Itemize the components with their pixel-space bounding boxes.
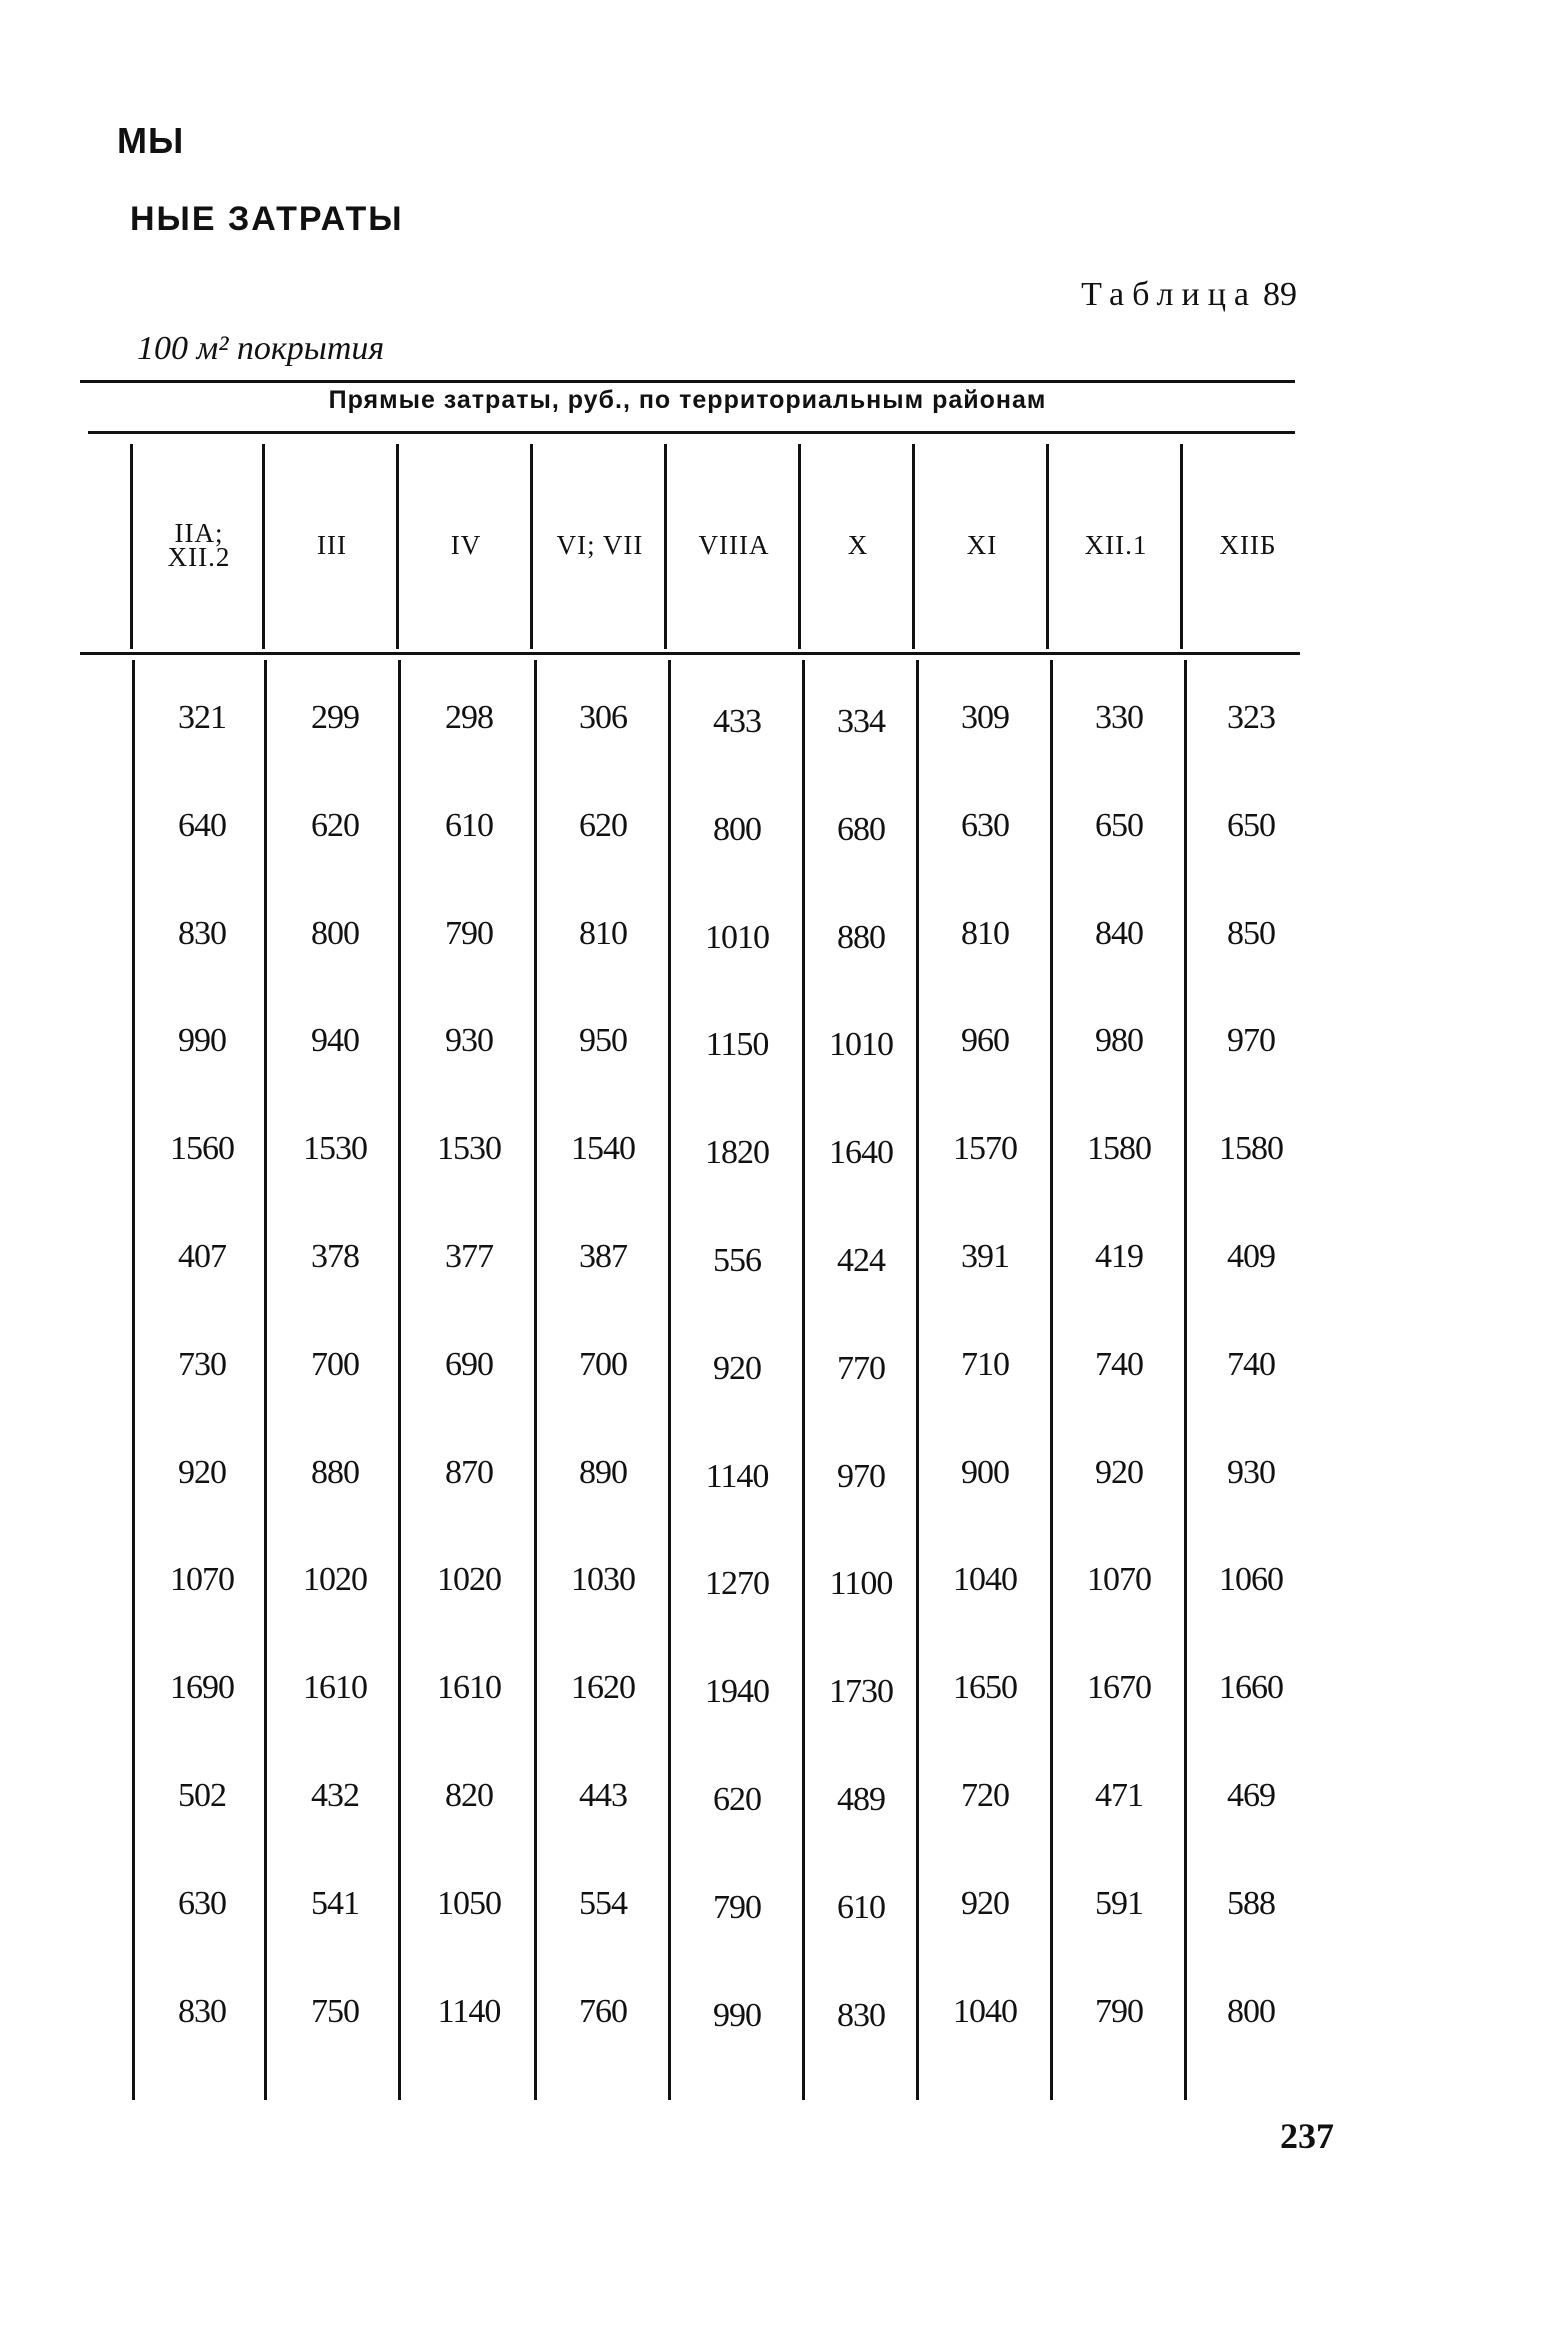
table-cell: 299 (311, 699, 359, 736)
column-header: IV (450, 530, 482, 560)
table-cell: 930 (1227, 1454, 1275, 1491)
table-cell: 1010 (829, 1026, 893, 1063)
table-cell: 1540 (571, 1130, 635, 1167)
table-cell: 471 (1095, 1777, 1143, 1814)
table-cell: 1530 (303, 1130, 367, 1167)
table-cell: 1940 (705, 1673, 769, 1710)
column-header: XII.1 (1084, 530, 1148, 560)
table-cell: 790 (1095, 1993, 1143, 2030)
table-cell: 970 (837, 1458, 885, 1495)
table-cell: 588 (1227, 1885, 1275, 1922)
table-cell: 930 (445, 1022, 493, 1059)
table-cell: 1040 (953, 1993, 1017, 2030)
table-cell: 950 (579, 1022, 627, 1059)
table-cell: 650 (1095, 807, 1143, 844)
table-cell: 298 (445, 699, 493, 736)
caption-rule (88, 431, 1295, 434)
table-cell: 630 (961, 807, 1009, 844)
table-cell: 424 (837, 1242, 885, 1279)
table-cell: 920 (1095, 1454, 1143, 1491)
table-cell: 730 (178, 1346, 226, 1383)
table-cell: 610 (445, 807, 493, 844)
table-cell: 760 (579, 1993, 627, 2030)
table-cell: 419 (1095, 1238, 1143, 1275)
table-cell: 1020 (437, 1561, 501, 1598)
table-cell: 1140 (437, 1993, 501, 2030)
table-cell: 1040 (953, 1561, 1017, 1598)
body-column-divider (132, 660, 135, 2100)
table-cell: 650 (1227, 807, 1275, 844)
table-cell: 1270 (705, 1565, 769, 1602)
top-rule (80, 380, 1295, 383)
table-cell: 556 (713, 1242, 761, 1279)
table-cell: 1650 (953, 1669, 1017, 1706)
table-cell: 391 (961, 1238, 1009, 1275)
table-cell: 334 (837, 703, 885, 740)
table-cell: 1660 (1219, 1669, 1283, 1706)
table-cell: 810 (579, 915, 627, 952)
table-cell: 880 (837, 919, 885, 956)
table-cell: 1610 (437, 1669, 501, 1706)
table-cell: 323 (1227, 699, 1275, 736)
table-cell: 1140 (705, 1458, 769, 1495)
table-cell: 591 (1095, 1885, 1143, 1922)
table-cell: 469 (1227, 1777, 1275, 1814)
page-number: 237 (1280, 2116, 1334, 2156)
table-cell: 409 (1227, 1238, 1275, 1275)
table-cell: 1580 (1219, 1130, 1283, 1167)
table-cell: 387 (579, 1238, 627, 1275)
table-cell: 1570 (953, 1130, 1017, 1167)
table-cell: 830 (178, 1993, 226, 2030)
table-cell: 700 (311, 1346, 359, 1383)
table-cell: 810 (961, 915, 1009, 952)
column-header: X (847, 530, 869, 560)
table-cell: 377 (445, 1238, 493, 1275)
table-cell: 990 (713, 1997, 761, 2034)
table-cell: 443 (579, 1777, 627, 1814)
table-cell: 620 (311, 807, 359, 844)
column-header: XI (966, 530, 998, 560)
table-cell: 800 (1227, 1993, 1275, 2030)
table-cell: 830 (178, 915, 226, 952)
table-cell: 990 (178, 1022, 226, 1059)
table-cell: 820 (445, 1777, 493, 1814)
table-cell: 1020 (303, 1561, 367, 1598)
table-cell: 790 (713, 1889, 761, 1926)
table-cell: 1620 (571, 1669, 635, 1706)
unit-of-measure: 100 м² покрытия (137, 330, 385, 367)
table-cell: 1010 (705, 919, 769, 956)
table-cell: 1730 (829, 1673, 893, 1710)
table-cell: 1820 (705, 1134, 769, 1171)
table-cell: 920 (178, 1454, 226, 1491)
table-cell: 541 (311, 1885, 359, 1922)
table-cell: 309 (961, 699, 1009, 736)
table-cell: 740 (1227, 1346, 1275, 1383)
table-cell: 720 (961, 1777, 1009, 1814)
table-cell: 740 (1095, 1346, 1143, 1383)
table-cell: 1030 (571, 1561, 635, 1598)
table-cell: 900 (961, 1454, 1009, 1491)
table-cell: 690 (445, 1346, 493, 1383)
table-cell: 890 (579, 1454, 627, 1491)
table-cell: 1640 (829, 1134, 893, 1171)
section-heading: НЫЕ ЗАТРАТЫ (130, 200, 404, 238)
table-cell: 710 (961, 1346, 1009, 1383)
table-cell: 870 (445, 1454, 493, 1491)
table-cell: 1060 (1219, 1561, 1283, 1598)
table-cell: 330 (1095, 699, 1143, 736)
table-cell: 610 (837, 1889, 885, 1926)
table-cell: 1690 (170, 1669, 234, 1706)
table-cell: 700 (579, 1346, 627, 1383)
table-cell: 1580 (1087, 1130, 1151, 1167)
table-cell: 880 (311, 1454, 359, 1491)
table-cell: 306 (579, 699, 627, 736)
table-cell: 800 (713, 811, 761, 848)
table-cell: 407 (178, 1238, 226, 1275)
table-cell: 433 (713, 703, 761, 740)
table-cell: 920 (713, 1350, 761, 1387)
table-cell: 970 (1227, 1022, 1275, 1059)
table-cell: 432 (311, 1777, 359, 1814)
table-cell: 1050 (437, 1885, 501, 1922)
table-cell: 620 (713, 1781, 761, 1818)
table-cell: 1070 (170, 1561, 234, 1598)
table-cell: 620 (579, 807, 627, 844)
table-cell: 1670 (1087, 1669, 1151, 1706)
table-number: 89 (1263, 276, 1297, 313)
table-cell: 940 (311, 1022, 359, 1059)
header-bottom-rule (80, 652, 1300, 655)
table-cell: 680 (837, 811, 885, 848)
table-cell: 980 (1095, 1022, 1143, 1059)
table-cell: 1560 (170, 1130, 234, 1167)
column-header: VIIIA (698, 530, 770, 560)
table-cell: 800 (311, 915, 359, 952)
table-cell: 321 (178, 699, 226, 736)
table-cell: 630 (178, 1885, 226, 1922)
table-cell: 830 (837, 1997, 885, 2034)
table-cell: 640 (178, 807, 226, 844)
table-label-word: Таблица (1081, 276, 1257, 313)
table-cell: 1530 (437, 1130, 501, 1167)
running-heading-fragment: МЫ (117, 120, 185, 161)
column-header: IIA; XII.2 (167, 518, 231, 572)
table-cell: 1100 (829, 1565, 893, 1602)
table-cell: 378 (311, 1238, 359, 1275)
table-cell: 750 (311, 1993, 359, 2030)
table-cell: 850 (1227, 915, 1275, 952)
table-cell: 1610 (303, 1669, 367, 1706)
column-header: III (317, 530, 347, 560)
table-cell: 1150 (705, 1026, 769, 1063)
table-cell: 920 (961, 1885, 1009, 1922)
table-cell: 554 (579, 1885, 627, 1922)
table-cell: 790 (445, 915, 493, 952)
table-cell: 502 (178, 1777, 226, 1814)
table-cell: 489 (837, 1781, 885, 1818)
table-label (1081, 276, 1297, 314)
table-cell: 1070 (1087, 1561, 1151, 1598)
table-header-caption: Прямые затраты, руб., по территориальным районам (328, 386, 1047, 414)
table-cell: 840 (1095, 915, 1143, 952)
table-cell: 960 (961, 1022, 1009, 1059)
column-header: VI; VII (556, 530, 644, 560)
column-header: XIIБ (1219, 530, 1277, 560)
table-cell: 770 (837, 1350, 885, 1387)
